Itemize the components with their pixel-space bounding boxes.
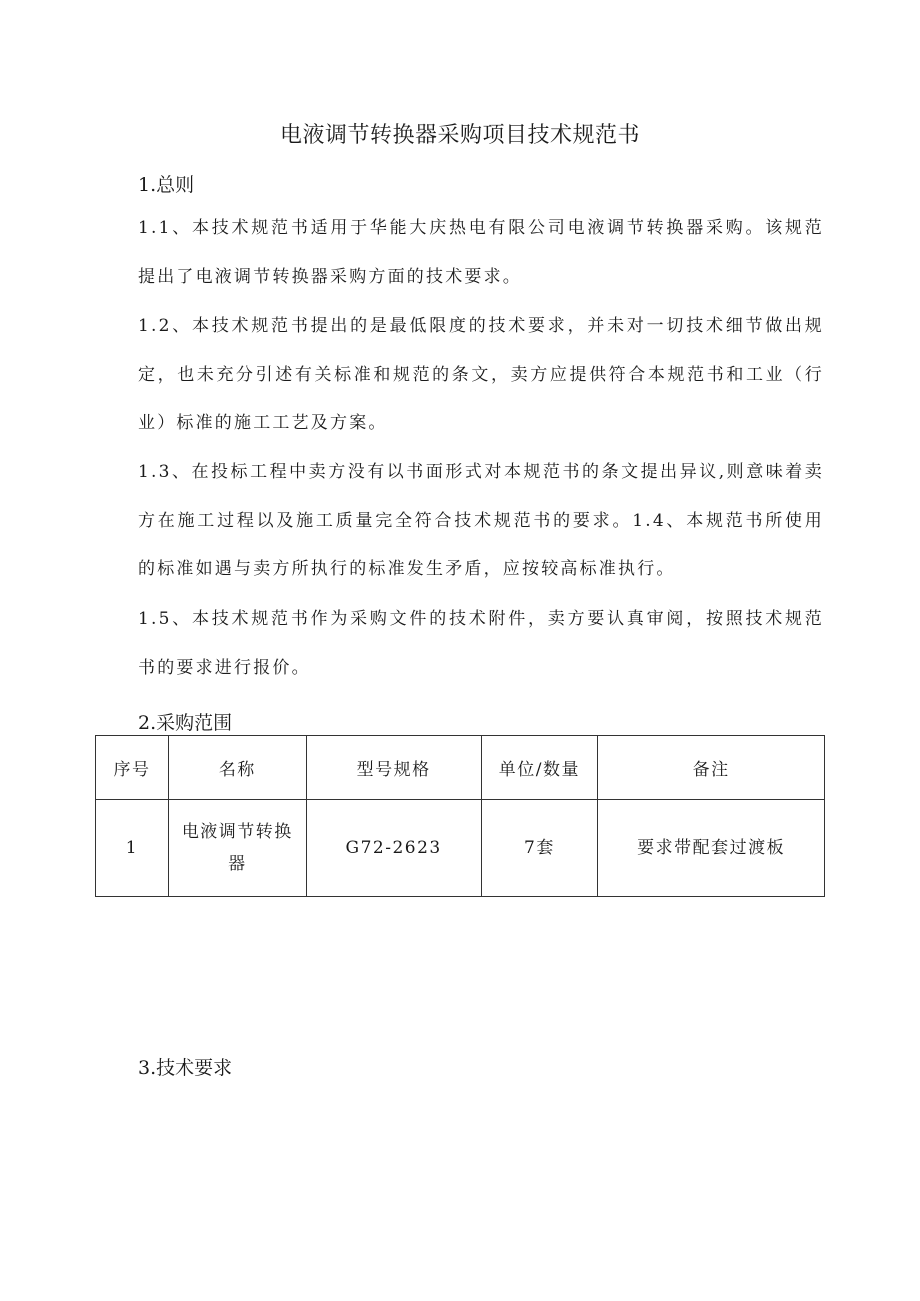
table-header-cell: 单位/数量: [481, 736, 598, 800]
paragraph-1-1: 1.1、本技术规范书适用于华能大庆热电有限公司电液调节转换器采购。该规范提出了电液调节转换器采购方面的技术要求。: [138, 218, 824, 287]
table-cell-index: 1: [96, 800, 169, 897]
table-header-cell: 序号: [96, 736, 169, 800]
paragraph-1-3: 1.3、在投标工程中卖方没有以书面形式对本规范书的条文提出异议,则意味着卖方在施工过程以及施工质量完全符合技术规范书的要求。1.4、本规范书所使用的标准如遇与卖方所执行的标准发生矛盾，应按较高标准执行。: [138, 462, 824, 579]
section-heading-technical: 3.技术要求: [138, 1057, 233, 1079]
paragraph-1-2: 1.2、本技术规范书提出的是最低限度的技术要求，并未对一切技术细节做出规定，也未充分引述有关标准和规范的条文，卖方应提供符合本规范书和工业（行业）标准的施工工艺及方案。: [138, 316, 824, 433]
table-cell-remark: 要求带配套过渡板: [598, 800, 825, 897]
table-header-cell: 名称: [168, 736, 306, 800]
document-title: 电液调节转换器采购项目技术规范书: [279, 123, 640, 148]
table-header-row: [96, 736, 825, 800]
table-cell-name: 电液调节转换器: [168, 800, 306, 897]
table-cell-model: G72-2623: [306, 800, 481, 897]
paragraph-1-5: 1.5、本技术规范书作为采购文件的技术附件，卖方要认真审阅，按照技术规范书的要求进行报价。: [138, 609, 824, 678]
section-heading-general: 1.总则: [138, 174, 195, 196]
table-header-cell: 型号规格: [306, 736, 481, 800]
section-heading-scope: 2.采购范围: [138, 712, 233, 734]
table-row: [96, 800, 825, 897]
procurement-scope-table: [95, 735, 825, 897]
table-header-cell: 备注: [598, 736, 825, 800]
table-cell-quantity: 7套: [481, 800, 598, 897]
